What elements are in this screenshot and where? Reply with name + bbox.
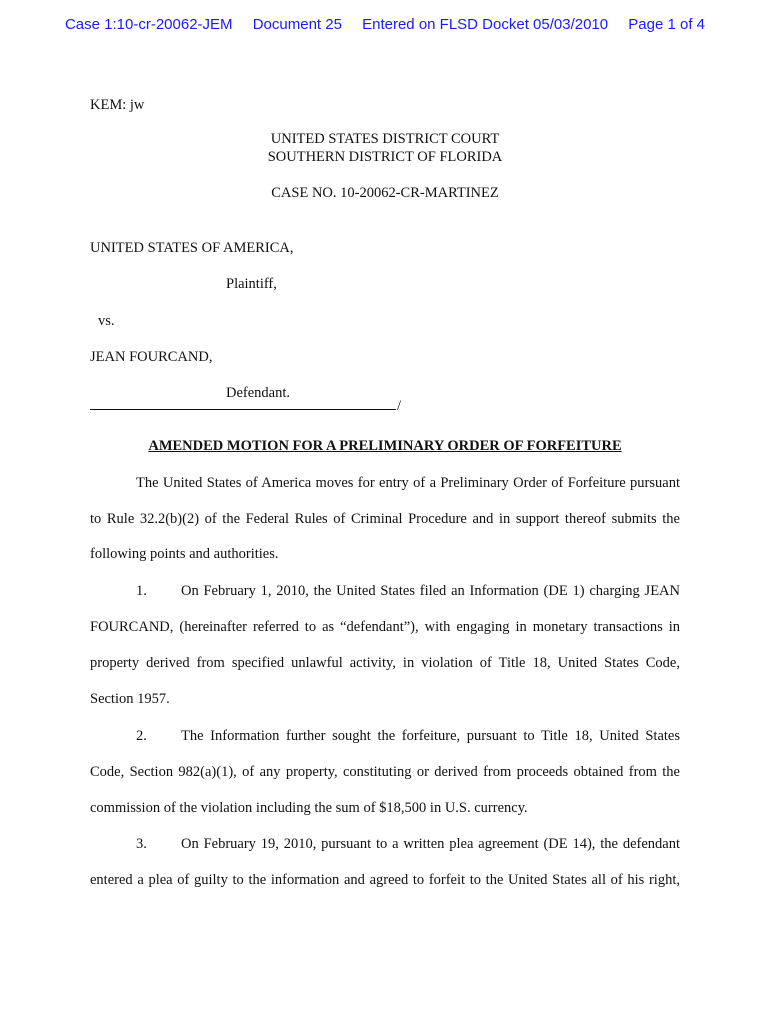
- caption-rule: [90, 409, 396, 410]
- court-name-line1: UNITED STATES DISTRICT COURT: [270, 131, 500, 147]
- intro-line-3: following points and authorities.: [90, 546, 279, 562]
- point-2-line-2: Code, Section 982(a)(1), of any property, constituting or derived from proceeds obtained from the: [90, 764, 680, 780]
- plaintiff-name: UNITED STATES OF AMERICA,: [90, 240, 294, 256]
- plaintiff-role: Plaintiff,: [226, 276, 277, 292]
- defendant-role: Defendant.: [226, 385, 291, 401]
- defendant-name: JEAN FOURCAND,: [90, 349, 213, 365]
- point-1-line-2: FOURCAND, (hereinafter referred to as “defendant”), with engaging in monetary transactions in: [90, 619, 680, 635]
- intro-line-2: to Rule 32.2(b)(2) of the Federal Rules of Criminal Procedure and in support thereof submits the: [90, 511, 680, 527]
- point-2-line-1: The Information further sought the forfeiture, pursuant to Title 18, United States: [181, 728, 680, 744]
- case-number: CASE NO. 10-20062-CR-MARTINEZ: [271, 185, 499, 201]
- caption-slash: /: [397, 398, 402, 414]
- point-1-line-1: On February 1, 2010, the United States filed an Information (DE 1) charging JEAN: [181, 583, 680, 599]
- court-name-line2: SOUTHERN DISTRICT OF FLORIDA: [267, 149, 503, 165]
- point-3-number: 3.: [136, 836, 147, 852]
- point-2-number: 2.: [136, 728, 147, 744]
- header-document-number: Document 25: [252, 16, 342, 33]
- point-1-line-3: property derived from specified unlawful activity, in violation of Title 18, United States Code,: [90, 655, 680, 671]
- point-2-line-3: commission of the violation including the sum of $18,500 in U.S. currency.: [90, 800, 528, 816]
- point-3-line-2: entered a plea of guilty to the information and agreed to forfeit to the United States all of his right,: [90, 872, 680, 888]
- intro-line-1: The United States of America moves for entry of a Preliminary Order of Forfeiture pursuant: [136, 475, 680, 491]
- docket-header: [0, 16, 770, 33]
- header-page-number: Page 1 of 4: [628, 16, 706, 33]
- header-case-number: Case 1:10-cr-20062-JEM: [64, 16, 233, 33]
- header-entered-date: Entered on FLSD Docket 05/03/2010: [362, 16, 609, 33]
- point-1-line-4: Section 1957.: [90, 691, 170, 707]
- motion-title: AMENDED MOTION FOR A PRELIMINARY ORDER OF FORFEITURE: [148, 438, 622, 454]
- point-1-number: 1.: [136, 583, 147, 599]
- versus: vs.: [98, 313, 115, 329]
- author-initials: KEM: jw: [90, 97, 145, 113]
- point-3-line-1: On February 19, 2010, pursuant to a written plea agreement (DE 14), the defendant: [181, 836, 680, 852]
